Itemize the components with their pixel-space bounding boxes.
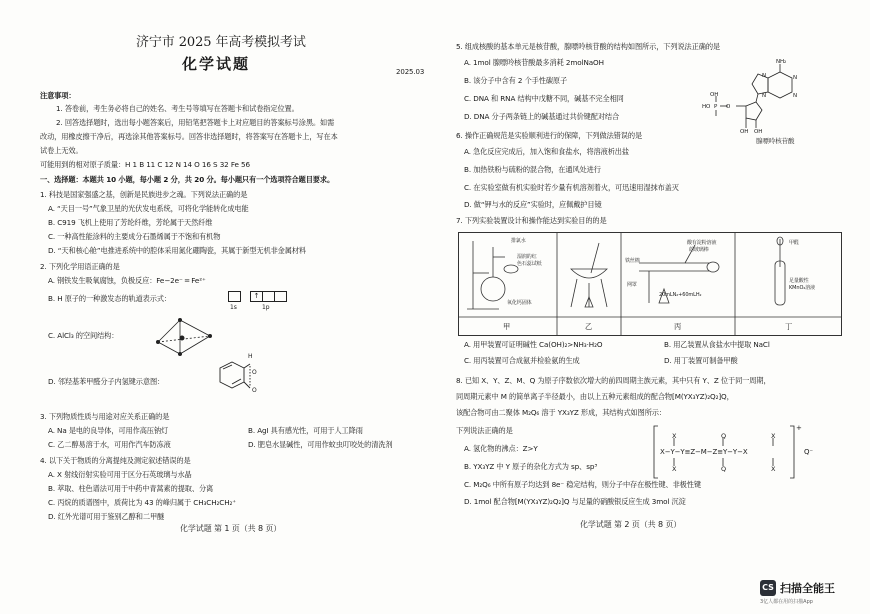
apparatus-label: 20mLN₂+60mLH₂ <box>659 292 702 298</box>
apparatus-label: 氧化钙固体 <box>507 300 532 306</box>
q1-option-a: A. “天目一号”气象卫星的光伏发电系统，可将化学能转化成电能 <box>48 204 249 213</box>
notice-heading: 注意事项： <box>40 91 76 100</box>
orbital-label-1p: 1p <box>262 304 270 311</box>
q8-stem: 8. 已知 X、Y、Z、M、Q 为原子序数依次增大的前四周期主族元素，其中只有 Y、Z 位于同一周期， <box>456 376 771 385</box>
subject-title: 化学试题 <box>182 55 251 73</box>
oh-label: OH <box>740 129 749 135</box>
q6-option-d: D. 做“钾与水的反应”实验时，应佩戴护目镜 <box>464 200 602 209</box>
ring-n-label: N <box>793 93 798 99</box>
notice-line: 2. 回答选择题时，选出每小题答案后，用铅笔把答题卡上对应题目的答案标号涂黑。如需 <box>56 118 335 127</box>
q6-stem: 6. 操作正确规范是实验顺利进行的保障，下列做法错误的是 <box>456 131 643 140</box>
apparatus-label: 湿润的红 <box>517 254 537 260</box>
charge-plus: + <box>796 424 802 432</box>
q6-option-b: B. 加热铁粉与硫粉的混合物，在通风处进行 <box>464 165 601 174</box>
aldehyde-h-label: H <box>248 353 253 360</box>
atomic-masses: 可能用到的相对原子质量：H 1 B 11 C 12 N 14 O 16 S 32 Fe 56 <box>40 160 250 169</box>
panel-label-ding: 丁 <box>785 322 793 331</box>
atom-x: X <box>672 465 677 473</box>
q5-option-b: B. 该分子中含有 2 个手性碳原子 <box>464 76 568 85</box>
q3-stem: 3. 下列物质性质与用途对应关系正确的是 <box>40 412 170 421</box>
q7-option-b: B. 用乙装置从食盐水中提取 NaCl <box>664 340 770 349</box>
oh-label: OH <box>754 129 763 135</box>
q7-apparatus-table <box>458 232 842 336</box>
q8-ask: 下列说法正确的是 <box>456 426 513 435</box>
apparatus-label: 甲醛 <box>789 240 799 246</box>
exam-title: 济宁市 2025 年高考模拟考试 <box>136 35 306 50</box>
apparatus-label: 铁丝棉 <box>625 258 640 264</box>
orbital-label-1s: 1s <box>230 304 237 311</box>
q8-option-b: B. YX₃YZ 中 Y 原子的杂化方式为 sp、sp³ <box>464 462 598 471</box>
q3-option-b: B. AgI 具有感光性，可用于人工降雨 <box>248 426 363 435</box>
atom-q: Q <box>721 465 727 473</box>
q5-stem: 5. 组成核酸的基本单元是核苷酸，腺嘌呤核苷酸的结构如图所示，下列说法正确的是 <box>456 42 720 51</box>
q8-stem: 该配合物可由二聚体 M₂Q₆ 溶于 YX₃YZ 形成，其结构式如图所示： <box>456 408 666 417</box>
q1-option-c: C. 一种高性能涂料的主要成分石墨烯属于不饱和有机物 <box>48 232 221 241</box>
scanner-app-tagline: 3亿人都在用的扫描App <box>760 599 813 605</box>
notice-line: 试卷上无效。 <box>40 146 83 155</box>
apparatus-drawings <box>459 233 841 335</box>
q8-option-a: A. 氢化物的沸点：Z>Y <box>464 444 538 453</box>
q2-option-a: A. 钢铁发生吸氧腐蚀，负极反应：Fe−2e⁻ ═ Fe²⁺ <box>48 276 206 285</box>
q4-stem: 4. 以下关于物质的分离提纯及测定叙述错误的是 <box>40 456 191 465</box>
q4-option-b: B. 萃取、柱色谱法可用于中药中青蒿素的提取、分离 <box>48 484 214 493</box>
q8-stem: 同周期元素中 M 的简单离子半径最小，由以上五种元素组成的配合物[M(YX₃YZ)₂Q₂]Q， <box>456 392 734 401</box>
hydroxyl-o-label: O <box>252 369 257 376</box>
panel-label-jia: 甲 <box>503 322 511 331</box>
figure-caption: 腺嘌呤核苷酸 <box>756 137 795 145</box>
q6-option-a: A. 急化反应完成后，加入饱和食盐水，将溶液析出盐 <box>464 147 629 156</box>
orbital-1s-box <box>228 291 241 302</box>
scanner-app-name: 扫描全能王 <box>780 582 835 595</box>
apparatus-label: 排氯水 <box>511 238 526 244</box>
ho-label: HO <box>702 104 711 110</box>
q1-option-b: B. C919 飞机上使用了芳纶纤维，芳纶属于天然纤维 <box>48 218 213 227</box>
page-footer: 化学试题 第 1 页（共 8 页） <box>180 524 282 533</box>
exam-date: 2025.03 <box>396 68 425 76</box>
alcl3-structure-figure <box>150 318 220 358</box>
page-footer: 化学试题 第 2 页（共 8 页） <box>580 520 682 529</box>
apparatus-label: 网罩 <box>627 282 637 288</box>
q7-stem: 7. 下列实验装置设计和操作能达到实验目的的是 <box>456 216 607 225</box>
apparatus-label: 足量酸性 <box>789 278 809 284</box>
ester-o-label: O <box>726 104 731 110</box>
q5-option-c: C. DNA 和 RNA 结构中戊糖不同，碱基不完全相同 <box>464 94 624 103</box>
o-hydroxybenzaldehyde-figure <box>208 354 258 408</box>
atom-x: X <box>672 432 677 440</box>
q2-option-c: C. AlCl₃ 的空间结构： <box>48 331 119 340</box>
notice-line: 改动，用橡皮擦干净后，再选涂其他答案标号。回答非选择题时，将答案写在答题卡上，写在本 <box>40 132 338 141</box>
page-2-column <box>456 0 856 614</box>
panel-label-bing: 丙 <box>674 322 682 331</box>
orbital-1p-box: ↑ <box>250 291 263 302</box>
orbital-1p-box <box>274 291 287 302</box>
atom-x: X <box>771 465 776 473</box>
q3-option-a: A. Na 是电的良导体，可用作高压钠灯 <box>48 426 169 435</box>
q3-option-c: C. 乙二醇易溶于水，可用作汽车防冻液 <box>48 440 171 449</box>
section-heading: 一、选择题：本题共 10 小题，每小题 2 分，共 20 分。每小题只有一个选项符合题目要求。 <box>40 175 335 184</box>
q7-option-d: D. 用丁装置可制备甲酸 <box>664 356 738 365</box>
ring-n-label: N <box>762 73 767 79</box>
q2-stem: 2. 下列化学用语正确的是 <box>40 262 120 271</box>
q3-option-d: D. 肥皂水显碱性，可用作蚊虫叮咬处的清洗剂 <box>248 440 393 449</box>
q2-option-b: B. H 原子的一种激发态的轨道表示式： <box>48 294 172 303</box>
ring-n-label: N <box>762 93 767 99</box>
carbonyl-o-label: O <box>252 387 257 394</box>
q2-option-d: D. 邻羟基苯甲醛分子内氢键示意图： <box>48 377 165 386</box>
q1-stem: 1. 科技是国家强盛之基，创新是民族进步之魂。下列说法正确的是 <box>40 190 248 199</box>
atom-q: Q <box>721 432 727 440</box>
counter-ion: Q⁻ <box>804 448 814 456</box>
q6-option-c: C. 在实验室做有机实验时若少量有机溶剂着火，可迅速用湿抹布盖灭 <box>464 183 679 192</box>
q4-option-d: D. 红外光谱可用于鉴别乙醇和二甲醚 <box>48 512 165 521</box>
q5-option-a: A. 1mol 腺嘌呤核苷酸最多消耗 2molNaOH <box>464 58 604 67</box>
ring-n-label: N <box>793 75 798 81</box>
notice-line: 1. 答卷前，考生务必将自己的姓名、考生号等填写在答题卡和试卷指定位置。 <box>56 104 299 113</box>
q5-option-d: D. DNA 分子两条链上的碱基通过共价键配对结合 <box>464 112 620 121</box>
page-1-column <box>40 0 450 614</box>
nh2-label: NH₂ <box>776 59 787 65</box>
q4-option-a: A. X 射线衍射实验可用于区分石英玻璃与水晶 <box>48 470 192 479</box>
apparatus-label: 的玻璃棒 <box>689 247 709 253</box>
q7-option-a: A. 用甲装置可证明碱性 Ca(OH)₂>NH₃·H₂O <box>464 340 603 349</box>
p-label: P <box>714 104 718 110</box>
q1-option-d: D. “天和核心舱”电推进系统中的腔体采用氮化硼陶瓷，其属于新型无机非金属材料 <box>48 246 307 255</box>
q7-option-c: C. 用丙装置可合成氨并检验氨的生成 <box>464 356 580 365</box>
q8-option-c: C. M₂Q₆ 中所有原子均达到 8e⁻ 稳定结构，则分子中存在极性键、非极性键 <box>464 480 701 489</box>
apparatus-label: KMnO₄溶液 <box>789 285 816 291</box>
complex-formula: X−Y−Y≡Z−M−Z≡Y−Y−X <box>660 448 748 456</box>
q4-option-c: C. 丙烷的质谱图中，质荷比为 43 的峰归属于 CH₃CH₂CH₂⁺ <box>48 498 236 507</box>
q8-option-d: D. 1mol 配合物[M(YX₃YZ)₂Q₂]Q 与足量的硝酸银反应生成 3mol 沉淀 <box>464 497 686 506</box>
scanner-logo-icon: CS <box>760 580 776 596</box>
atom-x: X <box>771 432 776 440</box>
scanner-watermark <box>760 578 860 608</box>
apparatus-label: 色石蕊试纸 <box>517 261 542 267</box>
apparatus-label: 酸有淀粉溶液 <box>687 240 717 246</box>
panel-label-yi: 乙 <box>585 322 593 331</box>
oh-label: OH <box>710 92 719 98</box>
